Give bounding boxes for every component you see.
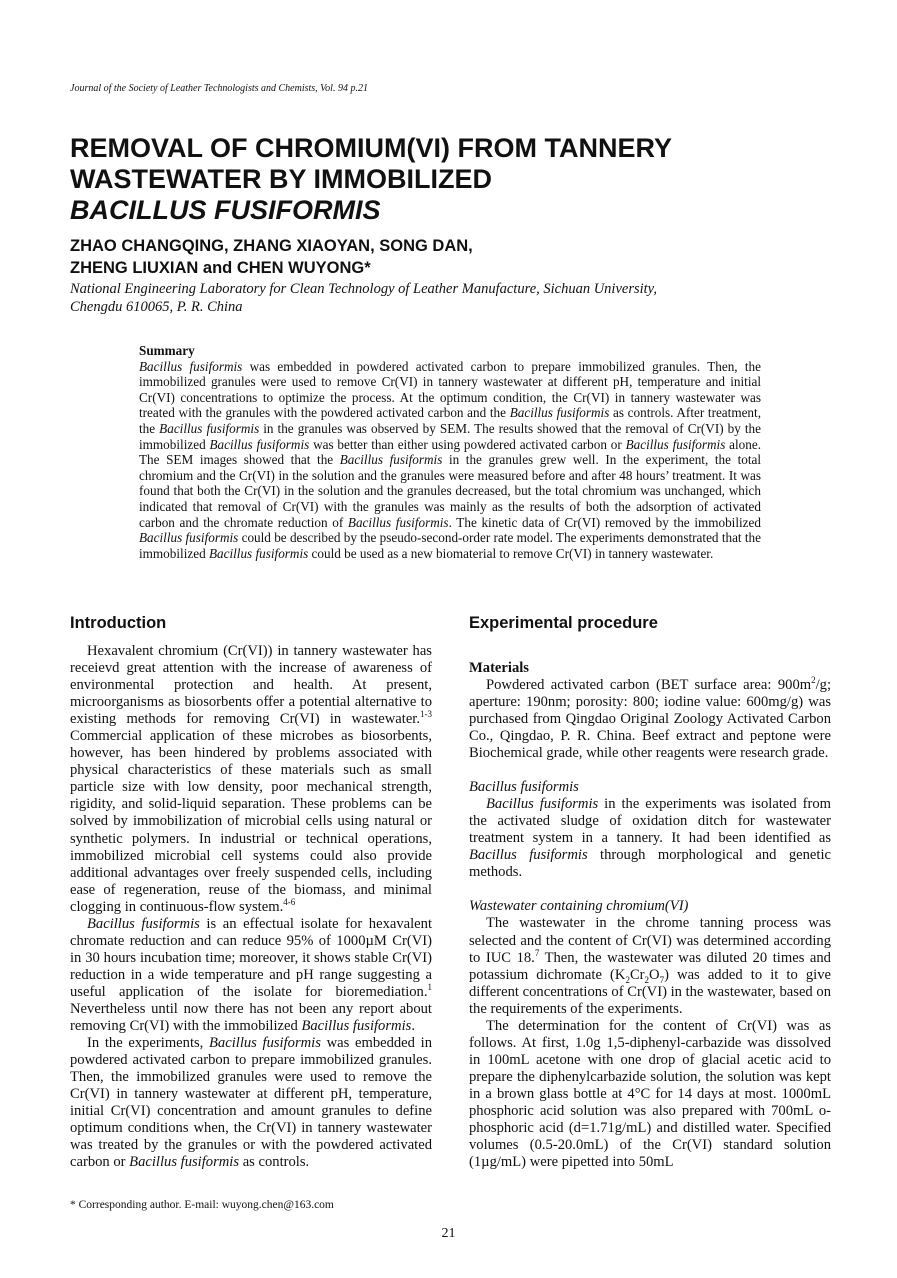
text-run: could be described by the pseudo-second-order rate model. The experiments demonstrated that the immobilized [139, 530, 762, 561]
text-run: was better than either using powdered activated carbon or [309, 436, 626, 452]
materials-heading: Materials [469, 660, 529, 676]
summary [139, 343, 761, 561]
text-run: through morphological and genetic methods. [469, 847, 832, 881]
sub-text: 2 [625, 974, 630, 985]
paragraph [70, 643, 432, 916]
summary-heading: Summary [139, 343, 195, 358]
italic-text: Bacillus fusiformis [87, 915, 200, 932]
affiliation-line: National Engineering Laboratory for Clean Technology of Leather Manufacture, Sichuan University, [70, 281, 657, 297]
paragraph [469, 915, 831, 1017]
paragraph [469, 677, 831, 762]
text-run: The determination for the content of Cr(VI) was as follows. At first, 1.0g 1,5-diphenyl-carbazide was dissolved in 100mL acetone with one drop of glacial acetic acid to prepare the diphenylcarbazide solution, the solution was kept in a brown glass bottle at 4°C for 14 days at most. 1000mL phosphoric acid solution was also prepared with 700mL o-phosphoric acid (d=1.71g/mL) and distilled water. Specified volumes (0.5-20.0mL) of the Cr(VI) standard solution (1µg/mL) were pipetted into 50mL [469, 1017, 831, 1171]
text-run: Cr [629, 966, 645, 983]
italic-text: Bacillus fusiformis [159, 420, 260, 436]
summary-body [139, 359, 761, 562]
italic-text: Bacillus fusiformis [486, 796, 599, 813]
italic-text: Bacillus fusiformis [509, 405, 610, 421]
title-line: REMOVAL OF CHROMIUM(VI) FROM TANNERY [70, 133, 672, 163]
italic-text: Bacillus fusiformis [625, 436, 726, 452]
experimental-heading: Experimental procedure [469, 614, 658, 632]
text-run: . [411, 1018, 415, 1035]
article-title [70, 133, 830, 226]
paragraph [469, 1018, 831, 1171]
text-run: Nevertheless until now there has not been any report about removing Cr(VI) with the immobilized [70, 1000, 432, 1035]
text-run: Hexavalent chromium (Cr(VI)) in tannery wastewater has receievd great attention with the increase of awareness of environmental protection and health. At present, microorganisms as biosorbents offer a potential alternative to existing methods for removing Cr(VI) in wastewater. [70, 643, 432, 728]
italic-text: Bacillus fusiformis [208, 545, 309, 561]
text-run: in the experiments was isolated from the activated sludge of oxidation ditch for wastewater treatment system in a tannery. It had been identified as [469, 796, 831, 847]
journal-header: Journal of the Society of Leather Technologists and Chemists, Vol. 94 p.21 [70, 83, 368, 94]
affiliation [70, 281, 770, 316]
paragraph [70, 1035, 432, 1171]
authors-line: ZHAO CHANGQING, ZHANG XIAOYAN, SONG DAN, [70, 237, 473, 255]
italic-text: Bacillus fusiformis [209, 1035, 321, 1052]
text-run: . The kinetic data of Cr(VI) removed by the immobilized [448, 514, 761, 530]
text-run: Then, the wastewater was diluted 20 times and potassium dichromate (K [469, 949, 831, 983]
bacillus-heading: Bacillus fusiformis [469, 779, 579, 796]
italic-text: Bacillus fusiformis [301, 1018, 412, 1035]
sub-text: 7 [659, 974, 665, 985]
text-run: ) was added to it to give different concentrations of Cr(VI) in the wastewater, based on the requirements of the experiments. [469, 966, 832, 1017]
sup-text: 2 [811, 675, 816, 686]
italic-text: Bacillus fusiformis [339, 452, 443, 468]
text-run: in the granules was observed by SEM. The results showed that the removal of Cr(VI) by the immobilized [139, 420, 761, 452]
sup-text: 1 [427, 982, 432, 993]
text-run: is an effectual isolate for hexavalent chromate reduction and can reduce 95% of 1000µM Cr(VI) in 30 hours incubation time; moreover, it shows stable Cr(VI) reduction in a wide temperature and pH range suggesting a useful application of the isolate for bioremediation. [70, 915, 432, 1000]
wastewater-heading: Wastewater containing chromium(VI) [469, 898, 689, 915]
text-run: In the experiments, [87, 1035, 210, 1052]
text-run: as controls. [239, 1154, 310, 1171]
text-run: alone. The SEM images showed that the [139, 436, 762, 468]
paragraph [469, 796, 831, 881]
sup-text: 1-3 [420, 709, 432, 720]
italic-text: Bacillus fusiformis [139, 530, 239, 546]
text-run: was embedded in powdered activated carbon to prepare immobilized granules. Then, the immobilized granules were used to remove the Cr(VI) in tannery wastewater at different pH, temperature, initial Cr(VI) concentration and amount granules to define optimum conditions when, the Cr(VI) in tannery wastewater was treated by the granules or with the powdered activated carbon or [70, 1035, 432, 1171]
text-run: as controls. After treatment, the [139, 405, 761, 436]
text-run: O [649, 966, 660, 983]
title-line: WASTEWATER BY IMMOBILIZED [70, 164, 492, 194]
sup-text: 4-6 [283, 896, 296, 907]
sup-text: 7 [534, 947, 540, 958]
introduction-heading: Introduction [70, 614, 167, 632]
text-run: in the granules grew well. In the experiment, the total chromium and the Cr(VI) in the solution and the granules were measured before and after 48 hours’ treatment. It was found that both the Cr(VI) in the solution and the granules decreased, but the total chromium was unchanged, which indicated that removal of Cr(VI) with the granules was mainly as the results of both the adsorption of activated carbon and the chromate reduction of [139, 452, 762, 530]
affiliation-line: Chengdu 610065, P. R. China [70, 298, 243, 315]
italic-text: Bacillus fusiformis [129, 1154, 240, 1171]
text-run: could be used as a new biomaterial to remove Cr(VI) in tannery wastewater. [308, 545, 714, 561]
page-number: 21 [441, 1226, 456, 1241]
italic-text: Bacillus fusiformis [469, 847, 588, 864]
text-run: Commercial application of these microbes as biosorbents, however, has been hindered by problems associated with physical characteristics of these materials such as small particle size with low density, poor mechanical strength, rigidity, and solid-liquid separation. These problems can be solved by immobilization of microbial cells using natural or synthetic polymers. In industrial or technical operations, immobilized microbial cell systems could also provide additional advantages over freely suspended cells, including ease of regeneration, reuse of the biomass, and minimal clogging in continuous-flow system. [70, 728, 432, 915]
text-run: The wastewater in the chrome tanning process was selected and the content of Cr(VI) was determined according to IUC 18. [469, 915, 831, 966]
text-run: Powdered activated carbon (BET surface area: 900m [486, 677, 812, 693]
title-line: BACILLUS FUSIFORMIS [70, 195, 381, 225]
italic-text: Bacillus fusiformis [139, 358, 243, 374]
footnote: * Corresponding author. E-mail: wuyong.chen@163.com [70, 1199, 334, 1211]
right-column [469, 613, 831, 1171]
paragraph [70, 916, 432, 1035]
authors [70, 235, 473, 279]
italic-text: Bacillus fusiformis [347, 514, 449, 530]
authors-line: ZHENG LIUXIAN and CHEN WUYONG* [70, 259, 371, 277]
left-column [70, 613, 432, 1171]
text-run: /g; aperture: 190nm; porosity: 800; iodine value: 600mg/g) was purchased from Qingdao Original Zoology Activated Carbon Co., Qingdao, P. R. China. Beef extract and peptone were Biochemical grade, while other reagents were research grade. [469, 677, 831, 762]
text-run: was embedded in powdered activated carbon to prepare immobilized granules. Then, the immobilized granules were used to remove Cr(VI) in tannery wastewater at different pH, temperature and initial Cr(VI) concentrations to optimize the process. At the optimum condition, the Cr(VI) in tannery wastewater was treated with the granules with the powdered activated carbon and the [139, 358, 761, 421]
italic-text: Bacillus fusiformis [209, 436, 310, 452]
sub-text: 2 [644, 974, 650, 985]
